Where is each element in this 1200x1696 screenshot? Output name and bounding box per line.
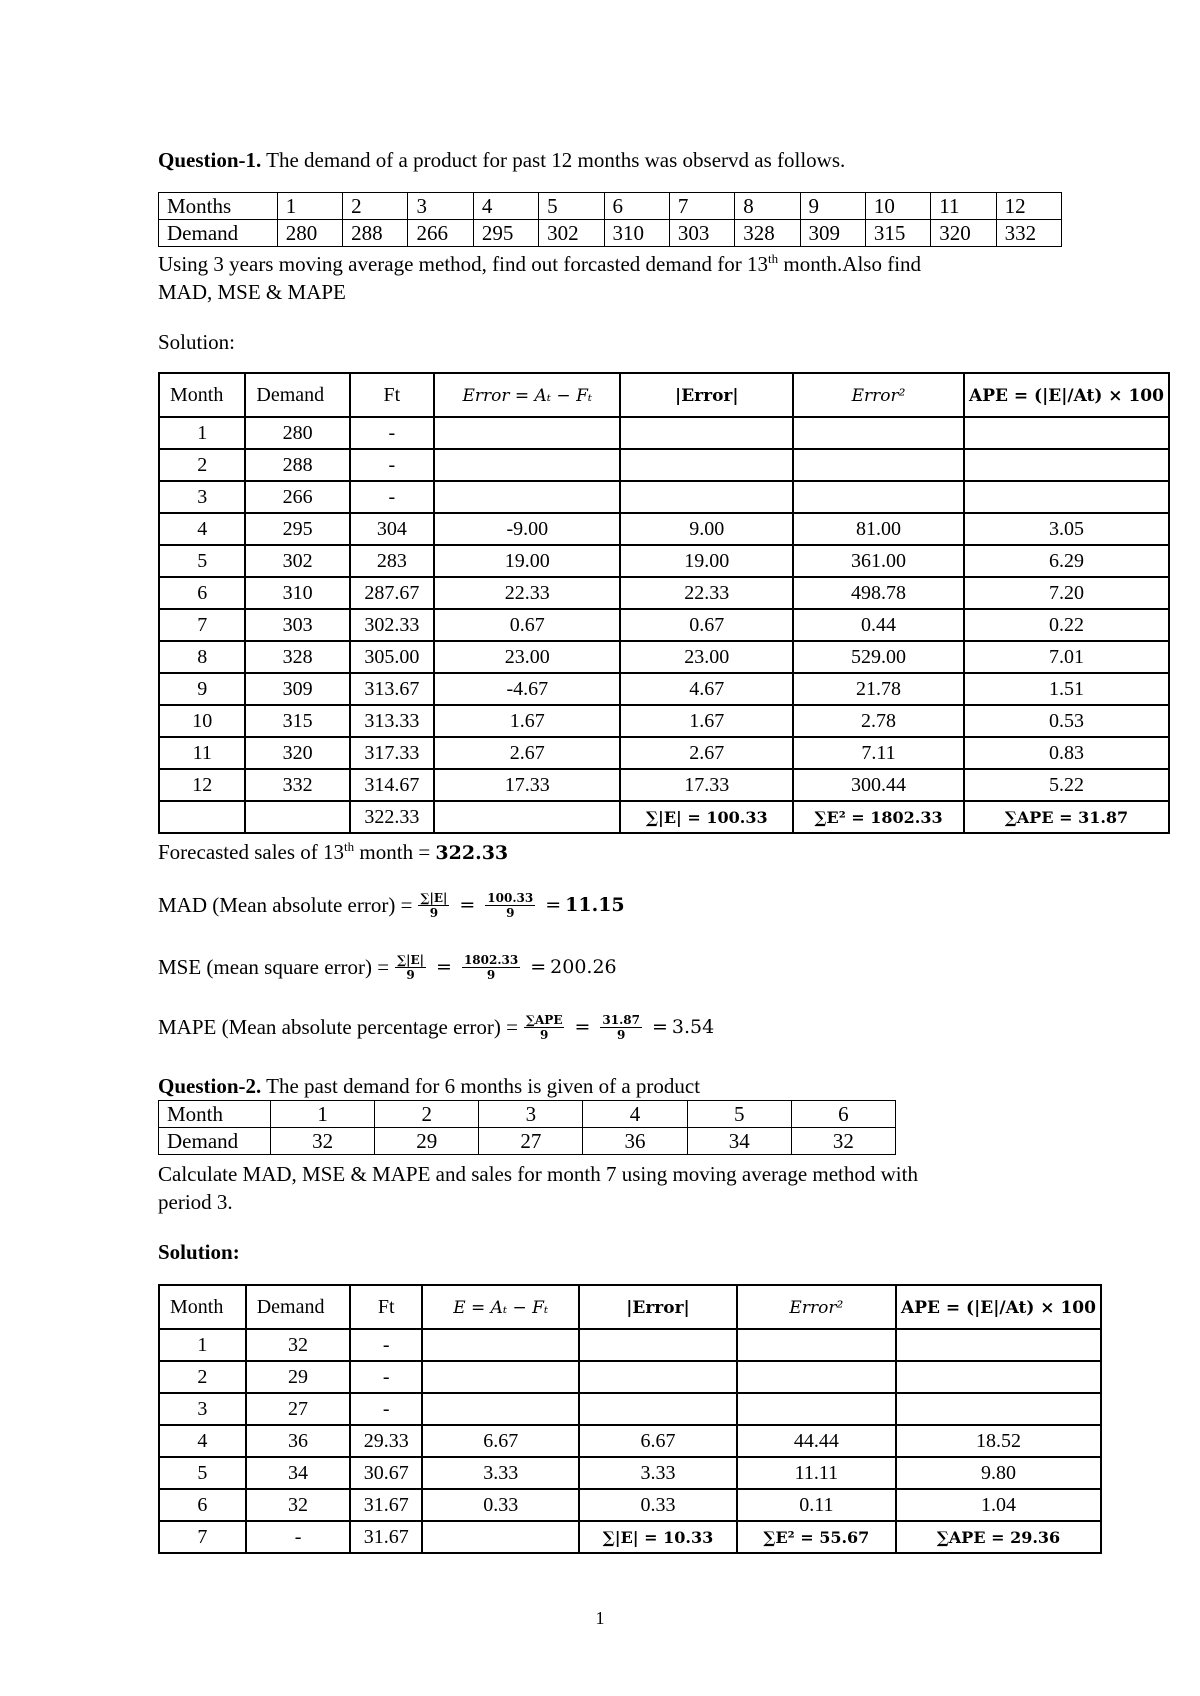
mse-value: 200.26 bbox=[550, 956, 617, 978]
q1-table-cell: 315 bbox=[245, 705, 349, 737]
q2-month-cell: 4 bbox=[583, 1101, 687, 1128]
q2-table-cell bbox=[422, 1521, 579, 1553]
q1-table-cell: 17.33 bbox=[434, 769, 620, 801]
q2-table-cell: 3 bbox=[159, 1393, 246, 1425]
q2-table-cell bbox=[896, 1361, 1101, 1393]
q1-demand-row bbox=[159, 220, 1062, 247]
q2-table-cell: 30.67 bbox=[350, 1457, 422, 1489]
page-number: 1 bbox=[595, 1608, 605, 1628]
q1-table-row bbox=[159, 705, 1169, 737]
q1-table-cell: 302 bbox=[245, 545, 349, 577]
q1-month-cell: 2 bbox=[343, 193, 408, 220]
q1-table-cell: 19.00 bbox=[434, 545, 620, 577]
q2-sum-text: ∑APE = 29.36 bbox=[936, 1527, 1061, 1547]
q2-header-cell bbox=[246, 1285, 351, 1329]
q2-table-cell: 36 bbox=[246, 1425, 351, 1457]
q1-table-cell: 5 bbox=[159, 545, 245, 577]
q2-table-cell bbox=[737, 1521, 896, 1553]
q2-demand-cell: 32 bbox=[791, 1128, 895, 1155]
q2-table-cell: 0.11 bbox=[737, 1489, 896, 1521]
q1-table-cell bbox=[793, 449, 964, 481]
q1-table-cell: 2 bbox=[159, 449, 245, 481]
q2-label: Question-2. bbox=[158, 1074, 262, 1098]
fraction-denominator: 9 bbox=[486, 967, 496, 982]
q1-table-row bbox=[159, 801, 1169, 833]
q2-table-cell: 3.33 bbox=[579, 1457, 736, 1489]
q1-table-cell: 3 bbox=[159, 481, 245, 513]
q2-header-text: Month bbox=[170, 1295, 224, 1318]
q2-demand-cell: 34 bbox=[687, 1128, 791, 1155]
q1-table-cell: 2.78 bbox=[793, 705, 964, 737]
q1-table-cell bbox=[434, 449, 620, 481]
q1-table-cell: 303 bbox=[245, 609, 349, 641]
q1-demand-cell: 309 bbox=[800, 220, 865, 247]
equals-sign: = bbox=[651, 1016, 668, 1038]
q1-table-cell: - bbox=[350, 417, 434, 449]
q1-table-cell: 2.67 bbox=[620, 737, 793, 769]
q2-table-cell: 18.52 bbox=[896, 1425, 1101, 1457]
q2-table-cell: 6 bbox=[159, 1489, 246, 1521]
q2-table-cell: 29 bbox=[246, 1361, 351, 1393]
q1-table-cell: - bbox=[350, 481, 434, 513]
q1-table-cell: -9.00 bbox=[434, 513, 620, 545]
q2-table-cell: - bbox=[350, 1393, 422, 1425]
q1-table-cell bbox=[620, 417, 793, 449]
q1-table-cell: 0.67 bbox=[620, 609, 793, 641]
q1-demand-cell: 303 bbox=[669, 220, 734, 247]
q1-forecast-text: Forecasted sales of 13 bbox=[158, 840, 345, 864]
q1-table-cell: - bbox=[350, 449, 434, 481]
q1-table-cell bbox=[793, 417, 964, 449]
q1-calculation-table bbox=[158, 372, 1170, 834]
q1-heading bbox=[158, 146, 845, 174]
mad-value: 11.15 bbox=[565, 894, 625, 916]
q1-instruction-text-b: month.Also find bbox=[778, 252, 922, 276]
q1-table-cell: 322.33 bbox=[350, 801, 434, 833]
q1-instruction bbox=[158, 250, 921, 306]
q1-table-cell bbox=[964, 449, 1169, 481]
q2-table-cell bbox=[579, 1361, 736, 1393]
mad-label: MAD (Mean absolute error) = bbox=[158, 893, 413, 917]
q1-table-cell: 314.67 bbox=[350, 769, 434, 801]
q1-table-cell: 5.22 bbox=[964, 769, 1169, 801]
q1-table-cell: 288 bbox=[245, 449, 349, 481]
q1-label: Question-1. bbox=[158, 148, 262, 172]
fraction-numerator: ∑|E| bbox=[397, 952, 425, 967]
q1-table-cell: 295 bbox=[245, 513, 349, 545]
q1-header-cell bbox=[620, 373, 793, 417]
mse-label: MSE (mean square error) = bbox=[158, 955, 390, 979]
q1-demand-table bbox=[158, 192, 1062, 247]
q1-header-text: Ft bbox=[383, 383, 401, 406]
q1-table-cell: 4 bbox=[159, 513, 245, 545]
q1-table-cell: 19.00 bbox=[620, 545, 793, 577]
q2-table-row bbox=[159, 1521, 1101, 1553]
q1-table-cell: 17.33 bbox=[620, 769, 793, 801]
q1-instruction-line2: MAD, MSE & MAPE bbox=[158, 280, 346, 304]
q1-table-cell: 1.67 bbox=[620, 705, 793, 737]
q2-table-cell: 34 bbox=[246, 1457, 351, 1489]
q2-table-cell: - bbox=[350, 1361, 422, 1393]
q2-table-row bbox=[159, 1393, 1101, 1425]
q1-table-cell: 332 bbox=[245, 769, 349, 801]
q2-header-cell bbox=[350, 1285, 422, 1329]
q1-month-cell: 8 bbox=[735, 193, 800, 220]
q1-table-cell: 317.33 bbox=[350, 737, 434, 769]
q2-demand-label: Demand bbox=[159, 1128, 271, 1155]
q2-instruction bbox=[158, 1160, 918, 1216]
q2-demand-row bbox=[159, 1128, 896, 1155]
q1-month-cell: 5 bbox=[539, 193, 604, 220]
q1-demand-cell: 288 bbox=[343, 220, 408, 247]
q1-table-cell: 304 bbox=[350, 513, 434, 545]
q1-header-cell bbox=[350, 373, 434, 417]
equals-sign: = bbox=[436, 956, 452, 978]
q1-demand-cell: 302 bbox=[539, 220, 604, 247]
q1-demand-cell: 332 bbox=[996, 220, 1061, 247]
q1-table-cell: -4.67 bbox=[434, 673, 620, 705]
q2-table-cell bbox=[896, 1329, 1101, 1361]
q1-table-cell: 2.67 bbox=[434, 737, 620, 769]
q2-month-cell: 2 bbox=[375, 1101, 479, 1128]
mse-fraction-2 bbox=[462, 953, 520, 982]
q1-header-text: APE = (|E|/At) × 100 bbox=[969, 385, 1164, 406]
q1-table-cell: 300.44 bbox=[793, 769, 964, 801]
q1-mad-line bbox=[158, 890, 625, 920]
q2-text: The past demand for 6 months is given of a product bbox=[266, 1074, 701, 1098]
q1-table-row bbox=[159, 545, 1169, 577]
q2-table-cell: 27 bbox=[246, 1393, 351, 1425]
q1-forecast-value: 322.33 bbox=[435, 842, 509, 864]
q1-table-cell bbox=[964, 801, 1169, 833]
q1-table-cell: 4.67 bbox=[620, 673, 793, 705]
q2-month-label: Month bbox=[159, 1101, 271, 1128]
equals-sign: = bbox=[459, 894, 476, 916]
q1-month-cell: 10 bbox=[865, 193, 930, 220]
q2-table-cell: 6.67 bbox=[422, 1425, 579, 1457]
q1-table-cell: 81.00 bbox=[793, 513, 964, 545]
q2-months-row bbox=[159, 1101, 896, 1128]
q1-table-cell: 9.00 bbox=[620, 513, 793, 545]
q1-table-cell bbox=[964, 481, 1169, 513]
q2-demand-cell: 29 bbox=[375, 1128, 479, 1155]
mad-fraction-1 bbox=[418, 891, 449, 920]
q1-table-row bbox=[159, 769, 1169, 801]
fraction-numerator: 1802.33 bbox=[463, 952, 519, 967]
q2-table-cell bbox=[896, 1521, 1101, 1553]
q1-month-cell: 4 bbox=[473, 193, 538, 220]
q1-demand-cell: 295 bbox=[473, 220, 538, 247]
mape-label: MAPE (Mean absolute percentage error) = bbox=[158, 1015, 518, 1039]
q1-table-cell: 0.22 bbox=[964, 609, 1169, 641]
q2-header-text: Demand bbox=[256, 1295, 325, 1318]
q1-table-cell bbox=[620, 449, 793, 481]
q1-table-cell: 1.67 bbox=[434, 705, 620, 737]
q1-header-cell bbox=[964, 373, 1169, 417]
q1-table-cell: 11 bbox=[159, 737, 245, 769]
q2-table-cell: 3.33 bbox=[422, 1457, 579, 1489]
mape-fraction-1 bbox=[524, 1013, 565, 1042]
q2-table-cell bbox=[579, 1393, 736, 1425]
q1-header-text: Demand bbox=[256, 383, 325, 406]
q2-table-cell: 9.80 bbox=[896, 1457, 1101, 1489]
q1-table-cell: 1.51 bbox=[964, 673, 1169, 705]
q2-table-cell: 29.33 bbox=[350, 1425, 422, 1457]
q1-month-cell: 1 bbox=[277, 193, 342, 220]
q2-table-cell bbox=[422, 1329, 579, 1361]
q1-demand-cell: 310 bbox=[604, 220, 669, 247]
q1-table-cell: 7 bbox=[159, 609, 245, 641]
mad-fraction-2 bbox=[485, 891, 535, 920]
fraction-denominator: 9 bbox=[406, 967, 415, 982]
q2-heading bbox=[158, 1072, 700, 1100]
q2-header-cell bbox=[737, 1285, 896, 1329]
q2-table-cell: 11.11 bbox=[737, 1457, 896, 1489]
q2-table-row bbox=[159, 1425, 1101, 1457]
q1-month-cell: 7 bbox=[669, 193, 734, 220]
mape-value: 3.54 bbox=[671, 1016, 715, 1038]
q1-table-cell: 0.83 bbox=[964, 737, 1169, 769]
q1-table-cell: 283 bbox=[350, 545, 434, 577]
mape-fraction-2 bbox=[600, 1013, 642, 1042]
fraction-denominator: 9 bbox=[506, 905, 515, 920]
equals-sign: = bbox=[574, 1016, 591, 1038]
q1-table-row bbox=[159, 481, 1169, 513]
q1-table-cell: 8 bbox=[159, 641, 245, 673]
q1-table-row bbox=[159, 417, 1169, 449]
q1-text: The demand of a product for past 12 months was observd as follows. bbox=[266, 148, 846, 172]
q1-table-cell: 310 bbox=[245, 577, 349, 609]
q2-table-cell bbox=[737, 1329, 896, 1361]
q2-table-cell: 32 bbox=[246, 1489, 351, 1521]
q2-demand-cell: 32 bbox=[271, 1128, 375, 1155]
q1-forecast-line bbox=[158, 838, 508, 867]
q1-table-cell: 313.67 bbox=[350, 673, 434, 705]
q2-table-row bbox=[159, 1457, 1101, 1489]
q1-table-cell bbox=[159, 801, 245, 833]
q1-demand-cell: 315 bbox=[865, 220, 930, 247]
q1-months-label: Months bbox=[159, 193, 278, 220]
q2-demand-cell: 36 bbox=[583, 1128, 687, 1155]
q2-header-text: E = Aₜ − Fₜ bbox=[453, 1297, 549, 1318]
q1-table-cell: 0.44 bbox=[793, 609, 964, 641]
fraction-denominator: 9 bbox=[540, 1027, 549, 1042]
q1-header-text: Error = Aₜ − Fₜ bbox=[462, 385, 593, 406]
q1-month-cell: 9 bbox=[800, 193, 865, 220]
q1-instruction-text: Using 3 years moving average method, find out forcasted demand for 13 bbox=[158, 252, 768, 276]
q1-table-cell: 7.20 bbox=[964, 577, 1169, 609]
q2-table-cell: 6.67 bbox=[579, 1425, 736, 1457]
q1-table-cell: 498.78 bbox=[793, 577, 964, 609]
q2-table-row bbox=[159, 1361, 1101, 1393]
fraction-numerator: 100.33 bbox=[487, 890, 534, 905]
q2-table-cell: - bbox=[350, 1329, 422, 1361]
q1-table-cell bbox=[434, 417, 620, 449]
fraction-numerator: 31.87 bbox=[602, 1012, 640, 1027]
q2-demand-cell: 27 bbox=[479, 1128, 583, 1155]
q2-table-cell: 4 bbox=[159, 1425, 246, 1457]
q1-table-cell: 23.00 bbox=[620, 641, 793, 673]
q1-table-cell bbox=[620, 481, 793, 513]
q1-table-row bbox=[159, 737, 1169, 769]
equals-sign: = bbox=[530, 956, 547, 978]
q1-instruction-sup: th bbox=[768, 251, 779, 266]
q1-months-row bbox=[159, 193, 1062, 220]
q2-header-cell bbox=[579, 1285, 736, 1329]
q1-table-cell: 23.00 bbox=[434, 641, 620, 673]
fraction-numerator: ∑APE bbox=[525, 1012, 563, 1027]
q1-demand-cell: 280 bbox=[277, 220, 342, 247]
q2-table-cell: 31.67 bbox=[350, 1489, 422, 1521]
q2-month-cell: 5 bbox=[687, 1101, 791, 1128]
q1-mape-line bbox=[158, 1012, 714, 1042]
q1-header-text: Error² bbox=[851, 385, 906, 406]
q2-header-text: APE = (|E|/At) × 100 bbox=[901, 1297, 1096, 1318]
q1-table-cell: 10 bbox=[159, 705, 245, 737]
q1-table-cell: 287.67 bbox=[350, 577, 434, 609]
q1-table-cell: 266 bbox=[245, 481, 349, 513]
q1-table-cell: 22.33 bbox=[434, 577, 620, 609]
q1-table-row bbox=[159, 609, 1169, 641]
q2-table-row bbox=[159, 1489, 1101, 1521]
q1-table-cell: 320 bbox=[245, 737, 349, 769]
q1-header-cell bbox=[245, 373, 349, 417]
fraction-denominator: 9 bbox=[617, 1027, 626, 1042]
q1-table-cell: 21.78 bbox=[793, 673, 964, 705]
q1-demand-cell: 328 bbox=[735, 220, 800, 247]
q2-table-cell: 1 bbox=[159, 1329, 246, 1361]
q2-calculation-table bbox=[158, 1284, 1102, 1554]
q2-sum-text: ∑E² = 55.67 bbox=[763, 1527, 870, 1547]
q2-table-cell bbox=[737, 1361, 896, 1393]
q1-table-cell: 6.29 bbox=[964, 545, 1169, 577]
q1-table-row bbox=[159, 577, 1169, 609]
q1-table-cell: 302.33 bbox=[350, 609, 434, 641]
q1-demand-label: Demand bbox=[159, 220, 278, 247]
q2-table-cell: 32 bbox=[246, 1329, 351, 1361]
q2-table-cell bbox=[422, 1393, 579, 1425]
q2-table-cell: 31.67 bbox=[350, 1521, 422, 1553]
q1-header-cell bbox=[793, 373, 964, 417]
q1-month-cell: 3 bbox=[408, 193, 473, 220]
q1-mse-line bbox=[158, 952, 617, 982]
q1-forecast-text-b: month = bbox=[354, 840, 436, 864]
q2-table-cell: 1.04 bbox=[896, 1489, 1101, 1521]
q2-sum-text: ∑|E| = 10.33 bbox=[602, 1527, 714, 1547]
q2-table-cell: 0.33 bbox=[579, 1489, 736, 1521]
q1-sum-text: ∑|E| = 100.33 bbox=[645, 807, 768, 827]
q2-table-cell: - bbox=[246, 1521, 351, 1553]
q2-header-cell bbox=[896, 1285, 1101, 1329]
q1-header-row bbox=[159, 373, 1169, 417]
q1-forecast-sup: th bbox=[344, 839, 355, 854]
q2-table-cell bbox=[896, 1393, 1101, 1425]
q1-table-cell: 309 bbox=[245, 673, 349, 705]
q1-table-cell: 0.53 bbox=[964, 705, 1169, 737]
q2-table-cell: 7 bbox=[159, 1521, 246, 1553]
q2-table-cell bbox=[737, 1393, 896, 1425]
q2-header-cell bbox=[159, 1285, 246, 1329]
q1-sum-text: ∑APE = 31.87 bbox=[1004, 807, 1129, 827]
q1-table-row bbox=[159, 513, 1169, 545]
q1-table-cell: 6 bbox=[159, 577, 245, 609]
q1-table-cell: 280 bbox=[245, 417, 349, 449]
q1-table-row bbox=[159, 641, 1169, 673]
q1-table-cell: 3.05 bbox=[964, 513, 1169, 545]
equals-sign: = bbox=[545, 894, 562, 916]
q1-table-cell: 7.11 bbox=[793, 737, 964, 769]
q2-table-cell bbox=[579, 1521, 736, 1553]
q1-table-cell bbox=[245, 801, 349, 833]
q2-instruction-line1: Calculate MAD, MSE & MAPE and sales for month 7 using moving average method with bbox=[158, 1162, 918, 1186]
q2-header-row bbox=[159, 1285, 1101, 1329]
q1-table-cell: 305.00 bbox=[350, 641, 434, 673]
q1-month-cell: 12 bbox=[996, 193, 1061, 220]
q1-header-text: |Error| bbox=[675, 385, 739, 406]
q2-month-cell: 3 bbox=[479, 1101, 583, 1128]
q1-month-cell: 6 bbox=[604, 193, 669, 220]
q1-header-cell bbox=[434, 373, 620, 417]
q1-table-cell: 7.01 bbox=[964, 641, 1169, 673]
q2-table-cell: 0.33 bbox=[422, 1489, 579, 1521]
q2-header-text: Error² bbox=[789, 1297, 844, 1318]
q2-header-cell bbox=[422, 1285, 579, 1329]
q1-table-cell bbox=[434, 481, 620, 513]
q1-table-cell: 529.00 bbox=[793, 641, 964, 673]
q1-table-cell: 328 bbox=[245, 641, 349, 673]
q1-sum-text: ∑E² = 1802.33 bbox=[814, 807, 943, 827]
q1-table-row bbox=[159, 449, 1169, 481]
fraction-denominator: 9 bbox=[429, 905, 439, 920]
q1-table-cell bbox=[964, 417, 1169, 449]
q2-table-cell bbox=[579, 1329, 736, 1361]
q1-table-cell: 0.67 bbox=[434, 609, 620, 641]
q1-table-cell: 9 bbox=[159, 673, 245, 705]
q2-table-cell bbox=[422, 1361, 579, 1393]
q1-demand-cell: 320 bbox=[931, 220, 996, 247]
q1-table-cell bbox=[793, 801, 964, 833]
q2-table-row bbox=[159, 1329, 1101, 1361]
q1-table-cell: 12 bbox=[159, 769, 245, 801]
q1-month-cell: 11 bbox=[931, 193, 996, 220]
q2-demand-table bbox=[158, 1100, 896, 1155]
q1-table-cell bbox=[793, 481, 964, 513]
q1-header-text: Month bbox=[170, 383, 224, 406]
q1-solution-label: Solution: bbox=[158, 330, 236, 354]
q2-solution-label: Solution: bbox=[158, 1240, 240, 1264]
q2-month-cell: 1 bbox=[271, 1101, 375, 1128]
q1-table-cell bbox=[434, 801, 620, 833]
mse-fraction-1 bbox=[395, 953, 426, 982]
q2-table-cell: 5 bbox=[159, 1457, 246, 1489]
q1-demand-cell: 266 bbox=[408, 220, 473, 247]
q2-month-cell: 6 bbox=[791, 1101, 895, 1128]
q1-table-cell: 1 bbox=[159, 417, 245, 449]
q1-table-cell bbox=[620, 801, 793, 833]
q2-header-text: Ft bbox=[377, 1295, 395, 1318]
q2-table-cell: 44.44 bbox=[737, 1425, 896, 1457]
q1-table-row bbox=[159, 673, 1169, 705]
q1-table-cell: 22.33 bbox=[620, 577, 793, 609]
q1-table-cell: 361.00 bbox=[793, 545, 964, 577]
q1-table-cell: 313.33 bbox=[350, 705, 434, 737]
fraction-numerator: ∑|E| bbox=[420, 890, 448, 905]
q2-instruction-line2: period 3. bbox=[158, 1190, 233, 1214]
q1-header-cell bbox=[159, 373, 245, 417]
q2-table-cell: 2 bbox=[159, 1361, 246, 1393]
q2-header-text: |Error| bbox=[626, 1297, 690, 1318]
